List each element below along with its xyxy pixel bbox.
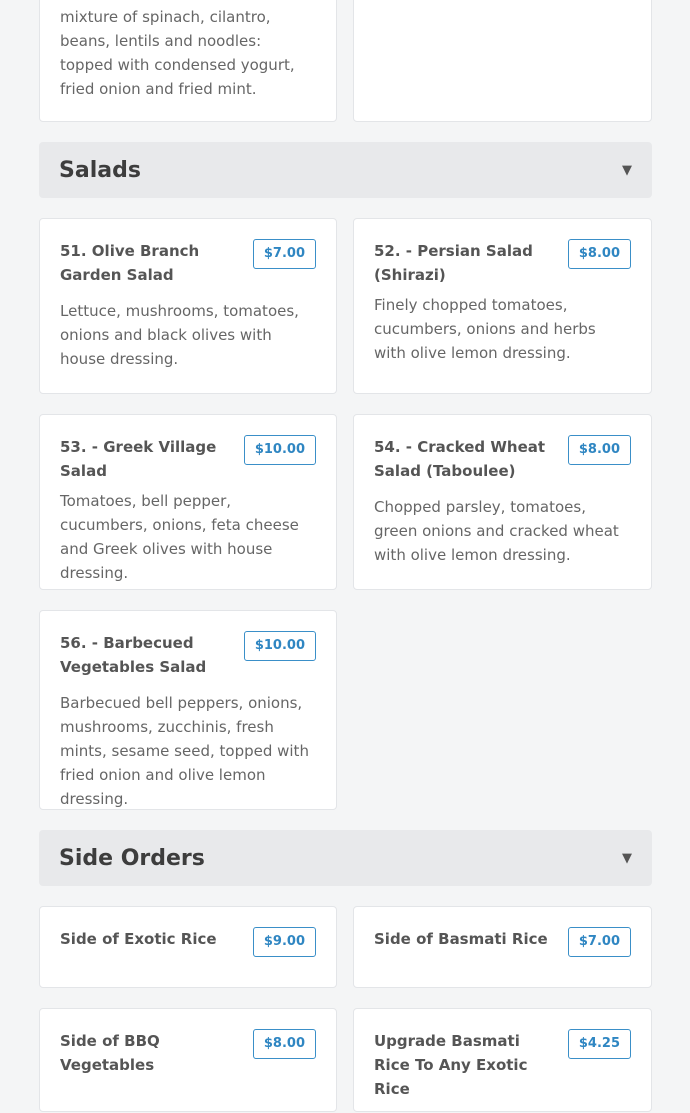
caret-down-icon: ▼ — [622, 162, 632, 178]
price-button[interactable]: $7.00 — [568, 927, 631, 957]
price-button[interactable]: $7.00 — [253, 239, 316, 269]
item-name: 54. - Cracked Wheat Salad (Taboulee) — [374, 438, 546, 480]
price-button[interactable]: $4.25 — [568, 1029, 631, 1059]
item-description: Finely chopped tomatoes, cucumbers, onions and herbs with olive lemon dressing. — [374, 296, 596, 362]
item-name: Upgrade Basmati Rice To Any Exotic Rice — [374, 1032, 528, 1098]
menu-item-card[interactable] — [353, 0, 652, 122]
item-name: 51. Olive Branch Garden Salad — [60, 242, 200, 284]
menu-item-card[interactable] — [39, 414, 337, 590]
item-description: Chopped parsley, tomatoes, green onions and cracked wheat with olive lemon dressing. — [374, 498, 619, 564]
item-description: Tomatoes, bell pepper, cucumbers, onions, feta cheese and Greek olives with house dressing. — [60, 492, 299, 582]
menu-item-card[interactable] — [353, 906, 652, 988]
price-button[interactable]: $10.00 — [244, 631, 316, 661]
item-description: Barbecued bell peppers, onions, mushrooms, zucchinis, fresh mints, sesame seed, topped with fried onion and olive lemon dressing. — [60, 694, 309, 808]
menu-item-card[interactable] — [39, 1008, 337, 1112]
menu-item-card[interactable] — [39, 0, 337, 122]
caret-down-icon: ▼ — [622, 850, 632, 866]
item-description: Lettuce, mushrooms, tomatoes, onions and black olives with house dressing. — [60, 302, 299, 368]
section-title: Salads — [59, 157, 141, 183]
item-name: Side of Basmati Rice — [374, 930, 548, 948]
price-button[interactable]: $8.00 — [568, 239, 631, 269]
price-button[interactable]: $9.00 — [253, 927, 316, 957]
item-description: mixture of spinach, cilantro, beans, lentils and noodles: topped with condensed yogurt, fried onion and fried mint. — [60, 8, 295, 98]
menu-item-card[interactable] — [353, 218, 652, 394]
price-button[interactable]: $8.00 — [568, 435, 631, 465]
menu-item-card[interactable] — [39, 610, 337, 810]
item-name: Side of Exotic Rice — [60, 930, 217, 948]
section-header-salads[interactable] — [39, 142, 652, 198]
item-name: 53. - Greek Village Salad — [60, 438, 217, 480]
menu-item-card[interactable] — [353, 1008, 652, 1112]
section-header-side-orders[interactable] — [39, 830, 652, 886]
price-button[interactable]: $8.00 — [253, 1029, 316, 1059]
item-name: 56. - Barbecued Vegetables Salad — [60, 634, 207, 676]
menu-item-card[interactable] — [353, 414, 652, 590]
price-button[interactable]: $10.00 — [244, 435, 316, 465]
item-name: 52. - Persian Salad (Shirazi) — [374, 242, 533, 284]
menu-item-card[interactable] — [39, 906, 337, 988]
section-title: Side Orders — [59, 845, 205, 871]
item-name: Side of BBQ Vegetables — [60, 1032, 160, 1074]
menu-item-card[interactable] — [39, 218, 337, 394]
